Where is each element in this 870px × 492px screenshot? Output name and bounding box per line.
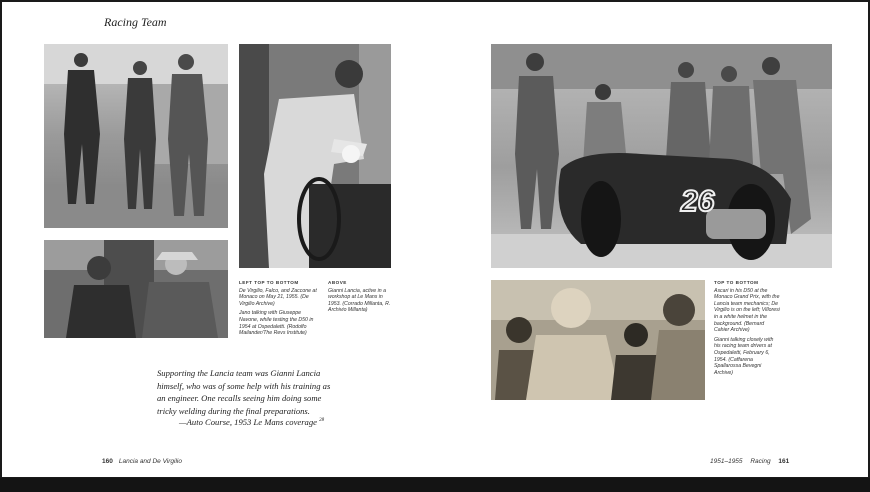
photo-gianni-drivers-ospedaletti [491, 280, 705, 400]
caption-left-text2: Jano talking with Giuseppe Navone, while testing the D50 in 1954 at Ospedaletti. (Rodolfo Mailander/The Revs Institute) [239, 310, 314, 337]
photo-gianni-welding [239, 44, 391, 268]
caption-right-heading: TOP TO BOTTOM [714, 280, 759, 285]
caption-left-text1: De Virgilio, Falco, and Zaccone at Monaco on May 21, 1955. (De Virgilio Archive) [239, 287, 317, 307]
caption-left-heading: LEFT TOP TO BOTTOM [239, 280, 299, 285]
page-number-left: 160 [102, 458, 113, 465]
book-spread [2, 2, 868, 477]
car-number: 26 [681, 185, 715, 218]
footer-right-years: 1951–1955 [710, 458, 743, 465]
photo-jano-navone [44, 240, 228, 338]
footer-left [102, 458, 182, 465]
caption-left [239, 280, 319, 337]
caption-right-text2: Gianni talking closely with his racing team drivers at Ospedaletti, February 6, 1954. (Caffarena Spallarossa Bevegni Archive) [714, 336, 774, 376]
photo-three-men-monaco [44, 44, 228, 228]
caption-above-text: Gianni Lancia, active in a workshop at Le Mans in 1953. (Corrado Millanta, R. Archivio Millanta) [328, 287, 391, 314]
page-number-right: 161 [778, 458, 790, 465]
caption-right-text1: Ascari in his D50 at the Monaco Grand Prix, with the Lancia team mechanics; De Virgilio is on the left; Villoresi in a white helmet in the background. (Bernard Cahier Archive) [714, 287, 780, 334]
pull-quote: Supporting the Lancia team was Gianni Lancia himself, who was of some help with his training as an engineer. One recalls seeing him doing some tricky welding during the final preparations. [157, 368, 331, 416]
photo-ascari-d50-monaco [491, 44, 832, 268]
caption-above-heading: ABOVE [328, 280, 347, 285]
quote-attribution-text: —Auto Course, 1953 Le Mans coverage [179, 417, 317, 427]
quote-note-ref: 28 [319, 418, 325, 424]
quote-attribution [179, 417, 324, 427]
running-header: Racing Team [104, 15, 167, 29]
footer-right-section: Racing [750, 458, 771, 465]
caption-right [714, 280, 780, 376]
footer-left-label: Lancia and De Virgilio [118, 458, 182, 465]
footer-right [710, 458, 789, 465]
bottom-bar [0, 478, 870, 492]
caption-above [328, 280, 392, 314]
